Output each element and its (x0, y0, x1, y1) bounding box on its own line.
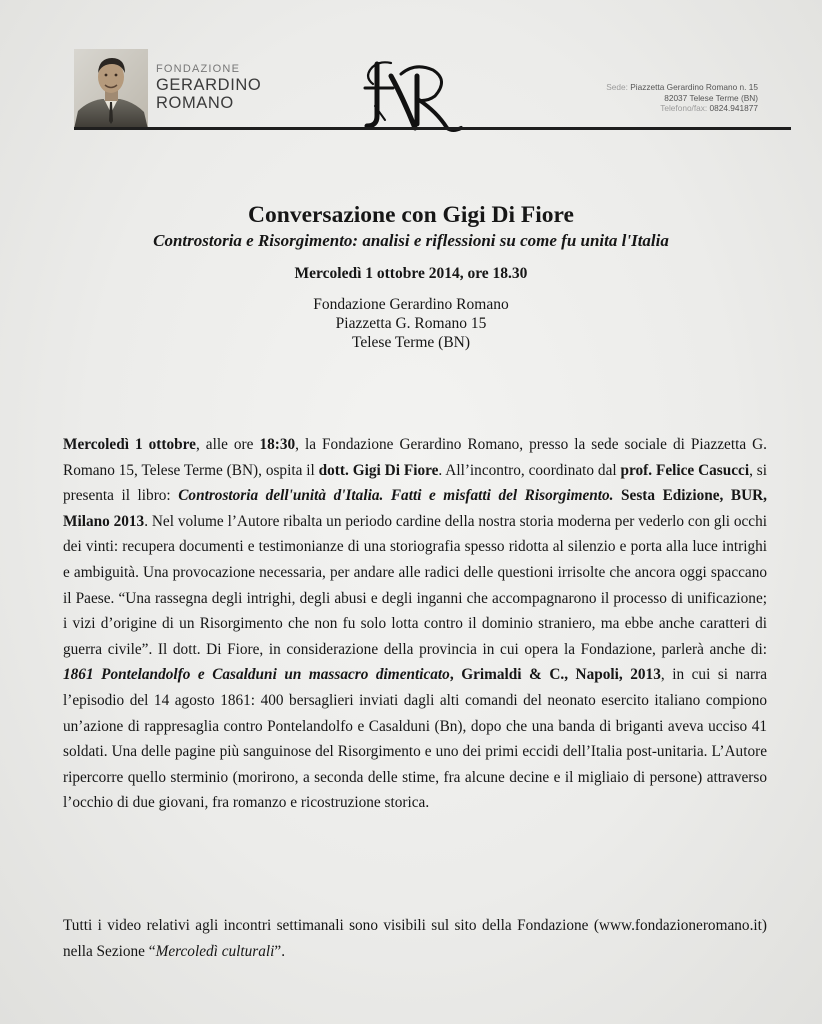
desc-text: , la Fondazione Gerardino Romano, presso la sede sociale di Piazzetta G. Romano 15, Telese Terme (BN), ospita il (63, 436, 767, 479)
address-city: 82037 Telese Terme (BN) (664, 92, 758, 103)
header-rule (74, 127, 791, 130)
desc-date: Mercoledì 1 ottobre (63, 436, 196, 453)
desc-text: , in cui si narra l’episodio del 14 agosto 1861: 400 bersaglieri inviati dagli alti comandi del neonato esercito italiano compiono un’azione di rappresaglia contro Pontelandolfo e Casalduni (Bn), dopo che una banda di briganti aveva ucciso 41 soldati. Una delle pagine più sanguinose del Risorgimento e uno dei primi eccidi dell’Italia post-unitaria. L’Autore ripercorre quello sterminio (morirono, a seconda delle stime, fra alcune decine e il migliaio di persone) attraverso l’occhio di due giovani, fra romanzo e ricostruzione storica. (63, 666, 767, 812)
fr-monogram-icon (357, 58, 469, 134)
event-subtitle: Controstoria e Risorgimento: analisi e riflessioni su come fu unita l'Italia (153, 231, 669, 250)
venue-line: Fondazione Gerardino Romano (313, 296, 509, 313)
desc-text: , alle ore (195, 436, 260, 453)
address-phone-label: Telefono/fax: (660, 103, 708, 113)
founder-portrait-photo (74, 49, 148, 129)
note-text: ”. (274, 942, 286, 960)
foundation-name (156, 64, 261, 111)
note-text: Tutti i video relativi agli incontri settimanali sono visibili sul sito della Fondazione (www.fondazioneromano.it) nella Sezione “ (63, 917, 767, 960)
letterhead (0, 0, 822, 140)
address-phone: 0824.941877 (709, 103, 758, 113)
address-sede-label: Sede: (606, 82, 628, 92)
desc-coordinator: prof. Felice Casucci (620, 461, 750, 479)
desc-book-title: Controstoria dell'unità d'Italia. Fatti e misfatti del Risorgimento. (178, 487, 614, 505)
address-street: Piazzetta Gerardino Romano n. 15 (630, 82, 758, 92)
venue-line: Telese Terme (BN) (351, 334, 471, 351)
desc-time: 18:30 (259, 436, 296, 453)
desc-guest: dott. Gigi Di Fiore (318, 461, 439, 479)
event-venue (0, 295, 822, 352)
address-block (606, 82, 758, 114)
desc-book-edition: Sesta Edizione, BUR, Milano 2013 (63, 487, 768, 530)
venue-line: Piazzetta G. Romano 15 (335, 315, 487, 332)
desc-text (614, 487, 622, 504)
event-datetime: Mercoledì 1 ottobre 2014, ore 18.30 (294, 265, 528, 282)
desc-second-book-title: 1861 Pontelandolfo e Casalduni un massacro dimenticato (63, 666, 450, 684)
foundation-name-line2: GERARDINO (156, 76, 262, 94)
desc-text: . Nel volume l’Autore ribalta un periodo cardine della nostra storia moderna per vederlo con gli occhi dei vinti: recupera documenti e testimonianze di una storiografia spesso ridotta al silenzio e porta alla luce intrighi e ambiguità. Una provocazione necessaria, per andare alle radici delle questioni irrisolte che ancora oggi spaccano il Paese. “Una rassegna degli intrighi, degli abusi e degli inganni che accompagnarono il processo di unificazione; i vizi d’origine di un Risorgimento che non fu solo lotta contro il dominio straniero, ma ebbe anche caratteri di guerra civile”. Il dott. Di Fiore, in considerazione della provincia in cui opera la Fondazione, parlerà anche di: (63, 512, 767, 658)
note-section-name: Mercoledì culturali (155, 942, 275, 960)
page-title: Conversazione con Gigi Di Fiore (248, 202, 574, 228)
desc-second-book-publisher: , Grimaldi & C., Napoli, 2013 (449, 666, 661, 684)
desc-text: . All’incontro, coordinato dal (438, 461, 621, 479)
event-description (63, 432, 767, 816)
foundation-name-line1: FONDAZIONE (156, 63, 241, 75)
video-note (63, 913, 767, 964)
event-header (0, 200, 822, 352)
desc-text: , si presenta il libro: (63, 461, 768, 505)
foundation-name-line3: ROMANO (156, 93, 234, 112)
